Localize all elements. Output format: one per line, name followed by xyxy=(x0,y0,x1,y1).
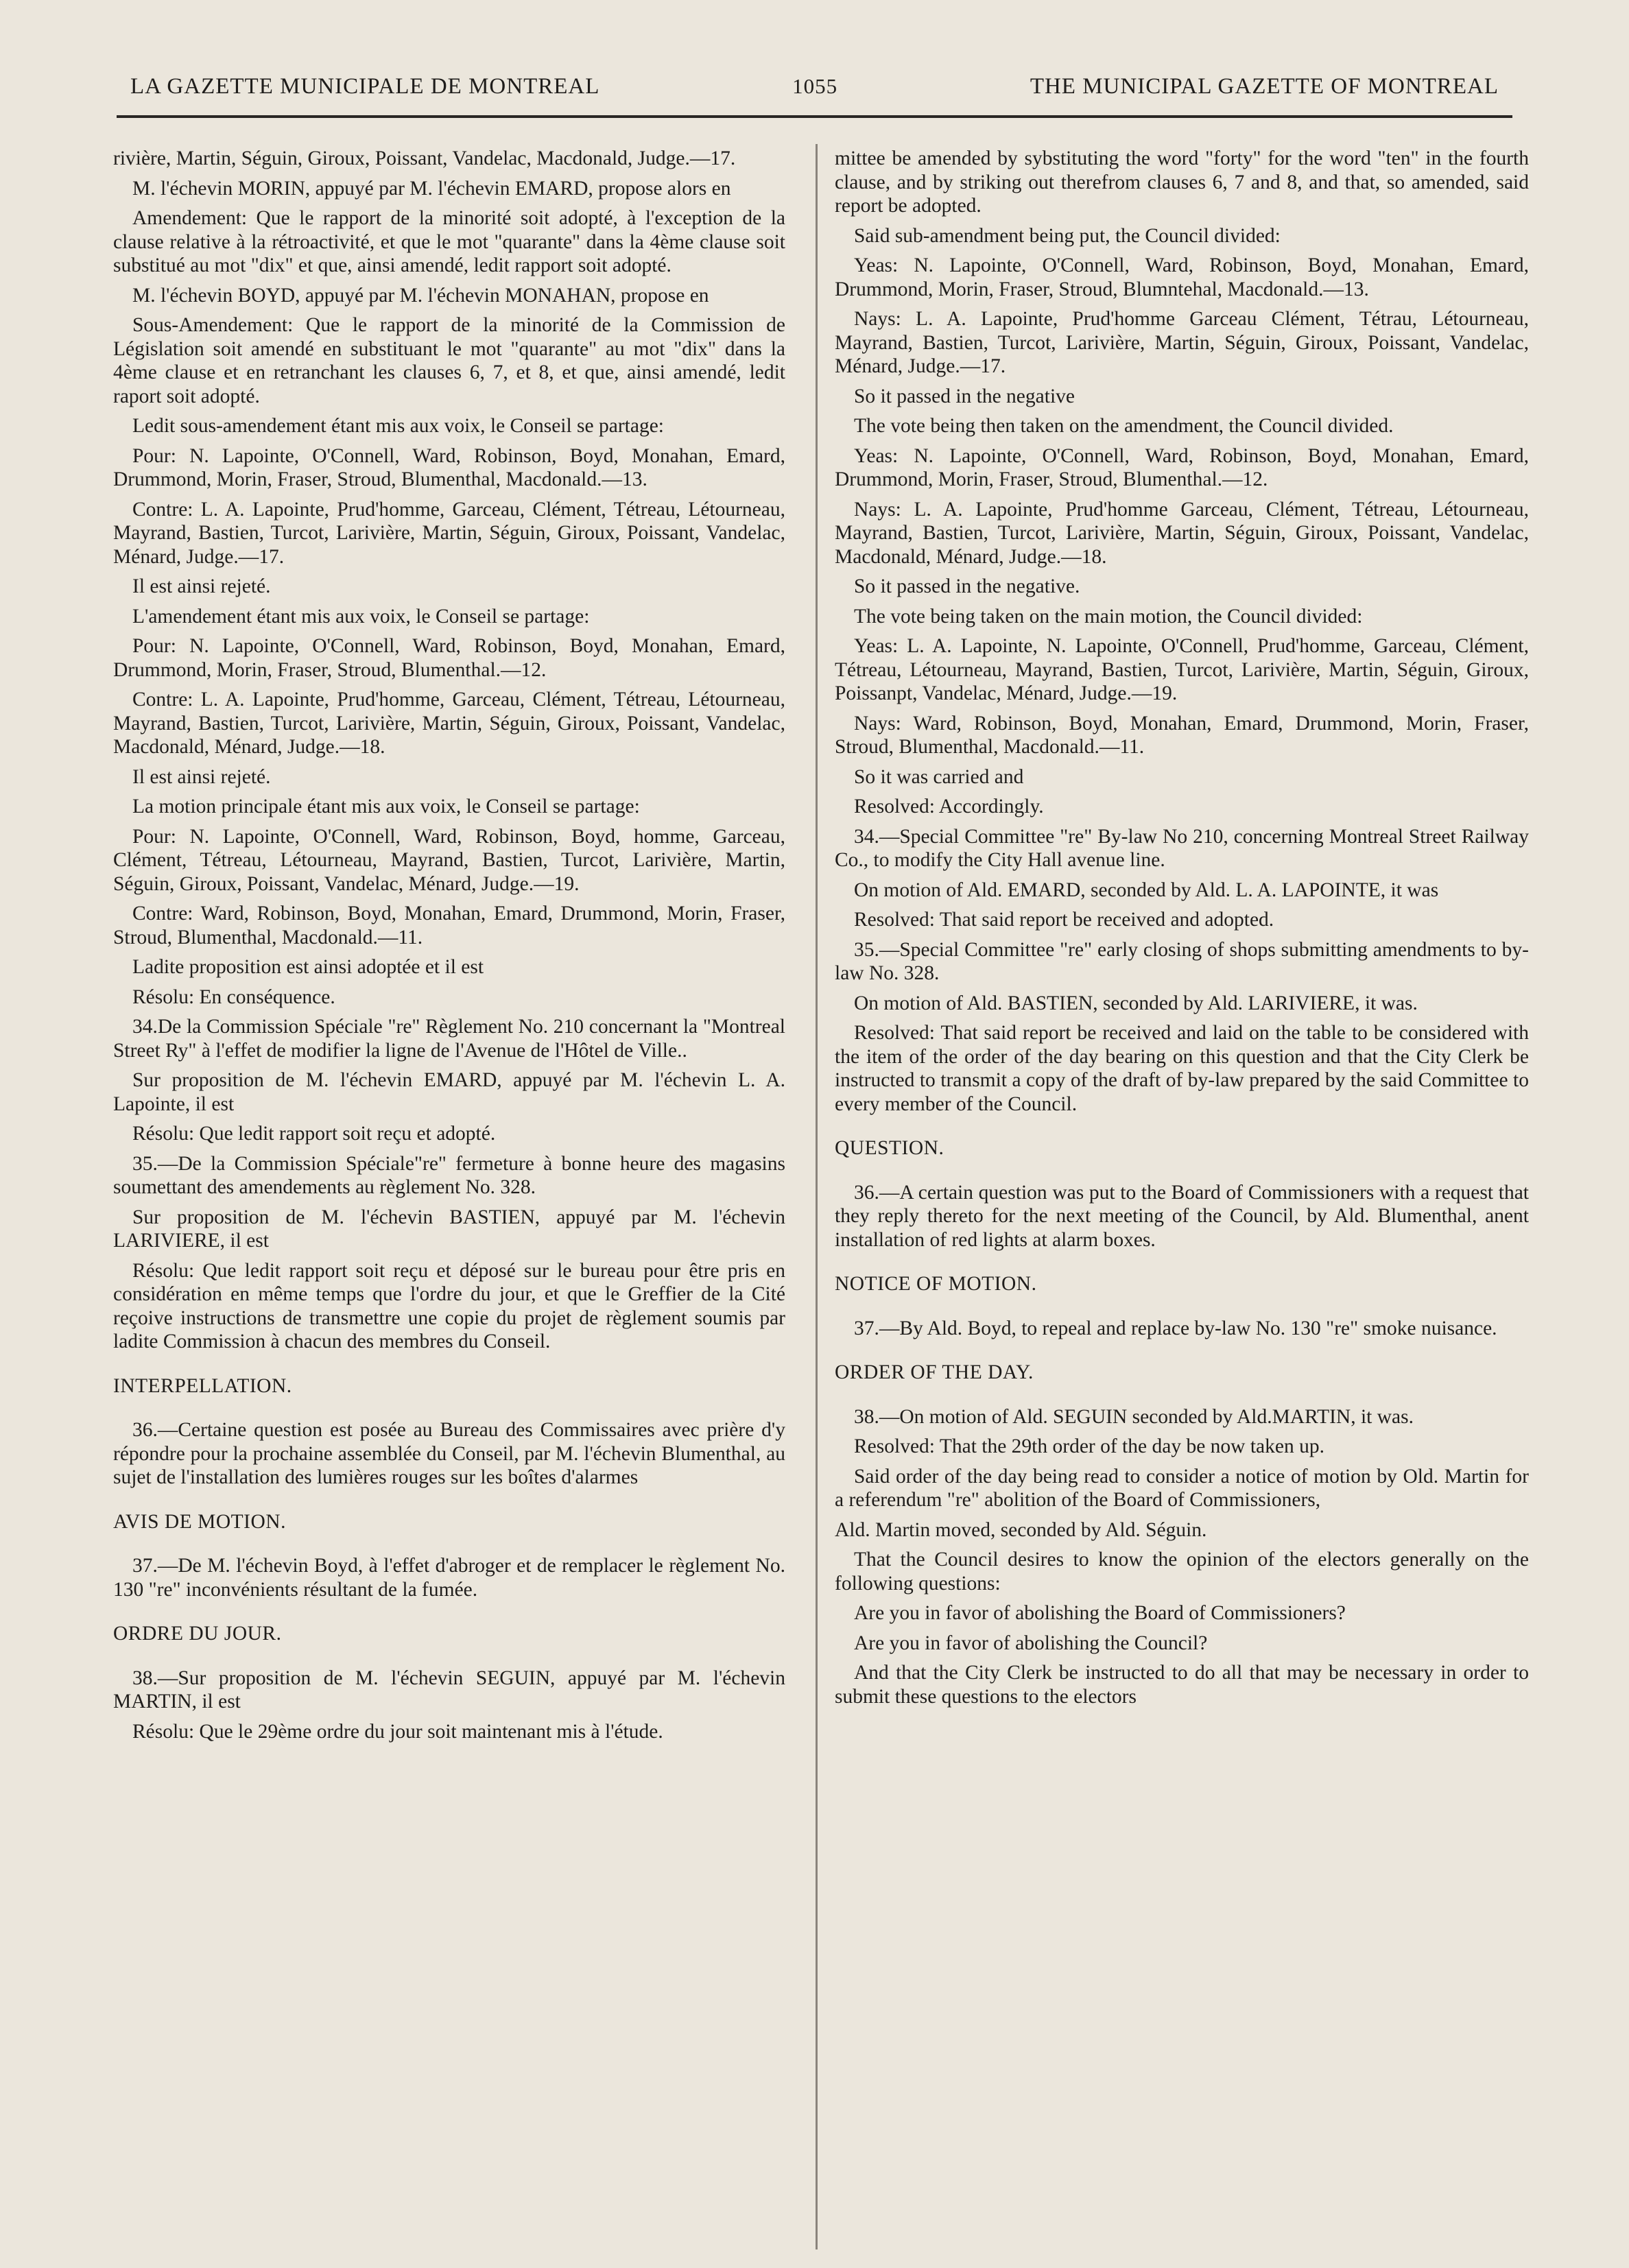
paragraph: Yeas: N. Lapointe, O'Connell, Ward, Robinson, Boyd, Monahan, Emard, Drummond, Morin, Fraser, Stroud, Blumenthal.—12. xyxy=(835,444,1529,490)
paragraph: On motion of Ald. BASTIEN, seconded by Ald. LARIVIERE, it was. xyxy=(854,992,1418,1014)
paragraph: That the Council desires to know the opinion of the electors generally on the following questions: xyxy=(835,1549,1529,1595)
paragraph: And that the City Clerk be instructed to do all that may be necessary in order to submit these questions to the electors xyxy=(835,1662,1529,1708)
english-column xyxy=(835,147,1529,2245)
paragraph: 36.—A certain question was put to the Board of Commissioners with a request that they reply thereto for the next meeting of the Council, by Ald. Blumenthal, anent installation of red lights at alarm boxes. xyxy=(835,1181,1529,1251)
paragraph: L'amendement étant mis aux voix, le Conseil se partage: xyxy=(132,605,590,628)
column-divider xyxy=(816,144,818,2249)
paragraph: Il est ainsi rejeté. xyxy=(132,575,271,597)
paragraph: Résolu: En conséquence. xyxy=(132,986,335,1008)
paragraph: M. l'échevin MORIN, appuyé par M. l'échevin EMARD, propose alors en xyxy=(132,177,731,200)
paragraph: 35.—De la Commission Spéciale"re" fermeture à bonne heure des magasins soumettant des amendements au règlement No. 328. xyxy=(113,1152,785,1198)
paragraph: Pour: N. Lapointe, O'Connell, Ward, Robinson, Boyd, homme, Garceau, Clément, Tétreau, Létourneau, Mayrand, Bastien, Turcot, Larivière, Martin, Séguin, Giroux, Poissant, Vandelac, Ménard, Judge.—19. xyxy=(113,825,785,895)
paragraph: 37.—De M. l'échevin Boyd, à l'effet d'abroger et de remplacer le règlement No. 130 "re" inconvénients résultant de la fumée. xyxy=(113,1555,785,1601)
paragraph: Ledit sous-amendement étant mis aux voix, le Conseil se partage: xyxy=(132,415,664,437)
paragraph: Resolved: That said report be received and laid on the table to be considered with the item of the order of the day bearing on this question and that the City Clerk be instructed to transmit a copy of the draft of by-law prepared by the said Committee to every member of the Council. xyxy=(835,1022,1529,1115)
paragraph: 38.—On motion of Ald. SEGUIN seconded by Ald.MARTIN, it was. xyxy=(854,1405,1414,1428)
paragraph: The vote being taken on the main motion, the Council divided: xyxy=(854,605,1363,628)
section-heading: INTERPELLATION. xyxy=(113,1374,292,1397)
paragraph: mittee be amended by sybstituting the word "forty" for the word "ten" in the fourth clause, and by striking out therefrom clauses 6, 7 and 8, and that, so amended, said report be adopted. xyxy=(835,147,1529,217)
french-column xyxy=(113,147,785,2245)
paragraph: So it passed in the negative xyxy=(854,385,1075,407)
paragraph: Yeas: N. Lapointe, O'Connell, Ward, Robinson, Boyd, Monahan, Emard, Drummond, Morin, Fraser, Stroud, Blumntehal, Macdonald.—13. xyxy=(835,254,1529,300)
paragraph: rivière, Martin, Séguin, Giroux, Poissant, Vandelac, Macdonald, Judge.—17. xyxy=(113,147,736,169)
paragraph: Pour: N. Lapointe, O'Connell, Ward, Robinson, Boyd, Monahan, Emard, Drummond, Morin, Fraser, Stroud, Blumenthal, Macdonald.—13. xyxy=(113,444,785,490)
section-heading: AVIS DE MOTION. xyxy=(113,1510,286,1533)
paragraph: The vote being then taken on the amendment, the Council divided. xyxy=(854,415,1394,437)
paragraph: Il est ainsi rejeté. xyxy=(132,765,271,788)
header-french-title: LA GAZETTE MUNICIPALE DE MONTREAL xyxy=(130,74,600,99)
paragraph: Nays: L. A. Lapointe, Prud'homme Garceau, Clément, Tétreau, Létourneau, Mayrand, Bastien, Turcot, Larivière, Martin, Séguin, Giroux, Poissant, Vandelac, Macdonald, Ménard, Judge.—18. xyxy=(835,498,1529,568)
paragraph: 37.—By Ald. Boyd, to repeal and replace by-law No. 130 "re" smoke nuisance. xyxy=(854,1317,1497,1339)
paragraph: Said sub-amendment being put, the Council divided: xyxy=(854,224,1281,247)
paragraph: La motion principale étant mis aux voix, le Conseil se partage: xyxy=(132,796,640,817)
paragraph: So it was carried and xyxy=(854,765,1024,788)
paragraph: Are you in favor of abolishing the Council? xyxy=(854,1632,1208,1654)
paragraph: Pour: N. Lapointe, O'Connell, Ward, Robinson, Boyd, Monahan, Emard, Drummond, Morin, Fraser, Stroud, Blumenthal.—12. xyxy=(113,635,785,681)
page-number: 1055 xyxy=(792,74,838,98)
paragraph: 36.—Certaine question est posée au Bureau des Commissaires avec prière d'y répondre pour la prochaine assemblée du Conseil, par M. l'échevin Blumenthal, au sujet de l'installation des lumières rouges sur les boîtes d'alarmes xyxy=(113,1419,785,1488)
section-heading: QUESTION. xyxy=(835,1137,944,1159)
header-english-title: THE MUNICIPAL GAZETTE OF MONTREAL xyxy=(1030,74,1499,99)
section-heading: ORDRE DU JOUR. xyxy=(113,1623,282,1645)
paragraph: Nays: Ward, Robinson, Boyd, Monahan, Emard, Drummond, Morin, Fraser, Stroud, Blumenthal, Macdonald.—11. xyxy=(835,712,1529,758)
paragraph: Résolu: Que le 29ème ordre du jour soit maintenant mis à l'étude. xyxy=(132,1720,663,1743)
paragraph: Nays: L. A. Lapointe, Prud'homme Garceau Clément, Tétrau, Létourneau, Mayrand, Bastien, Turcot, Larivière, Martin, Séguin, Giroux, Poissant, Vandelac, Ménard, Judge.—17. xyxy=(835,308,1529,377)
paragraph: Sur proposition de M. l'échevin EMARD, appuyé par M. l'échevin L. A. Lapointe, il est xyxy=(113,1069,785,1115)
paragraph: Yeas: L. A. Lapointe, N. Lapointe, O'Connell, Prud'homme, Garceau, Clément, Tétreau, Létourneau, Mayrand, Bastien, Turcot, Larivière, Martin, Séguin, Giroux, Poissanpt, Vandelac, Ménard, Judge.—19. xyxy=(835,635,1529,704)
paragraph: 38.—Sur proposition de M. l'échevin SEGUIN, appuyé par M. l'échevin MARTIN, il est xyxy=(113,1667,785,1712)
paragraph: Resolved: That said report be received and adopted. xyxy=(854,909,1274,931)
paragraph: Said order of the day being read to consider a notice of motion by Old. Martin for a referendum "re" abolition of the Board of Commissioners, xyxy=(835,1465,1529,1511)
paragraph: Contre: Ward, Robinson, Boyd, Monahan, Emard, Drummond, Morin, Fraser, Stroud, Blumenthal, Macdonald.—11. xyxy=(113,903,785,948)
section-heading: NOTICE OF MOTION. xyxy=(835,1273,1037,1295)
page-header xyxy=(130,74,1499,107)
paragraph: 34.—Special Committee "re" By-law No 210, concerning Montreal Street Railway Co., to modify the City Hall avenue line. xyxy=(835,825,1529,871)
section-heading: ORDER OF THE DAY. xyxy=(835,1361,1034,1383)
paragraph: Sous-Amendement: Que le rapport de la minorité de la Commission de Législation soit amendé en substituant le mot "quarante" au mot "dix" dans la 4ème clause et en retranchant les clauses 6, 7, et 8, et que, ainsi amendé, ledit raport soit adopté. xyxy=(113,314,785,407)
paragraph: Contre: L. A. Lapointe, Prud'homme, Garceau, Clément, Tétreau, Létourneau, Mayrand, Bastien, Turcot, Larivière, Martin, Séguin, Giroux, Poissant, Vandelac, Ménard, Judge.—17. xyxy=(113,498,785,568)
paragraph: Résolu: Que ledit rapport soit reçu et adopté. xyxy=(132,1123,496,1145)
paragraph: So it passed in the negative. xyxy=(854,575,1080,597)
paragraph: Ladite proposition est ainsi adoptée et il est xyxy=(132,956,484,978)
header-rule xyxy=(117,115,1512,118)
paragraph: Resolved: That the 29th order of the day be now taken up. xyxy=(854,1435,1324,1457)
paragraph: Are you in favor of abolishing the Board of Commissioners? xyxy=(854,1602,1346,1624)
paragraph: On motion of Ald. EMARD, seconded by Ald. L. A. LAPOINTE, it was xyxy=(854,879,1439,901)
paragraph: Sur proposition de M. l'échevin BASTIEN, appuyé par M. l'échevin LARIVIERE, il est xyxy=(113,1206,785,1252)
paragraph: 35.—Special Committee "re" early closing of shops submitting amendments to by-law No. 328. xyxy=(835,938,1529,984)
paragraph: Résolu: Que ledit rapport soit reçu et déposé sur le bureau pour être pris en considération en même temps que l'ordre du jour, et que le Greffier de la Cité reçoive instructions de transmettre une copie du projet de règlement soumis par ladite Commission à chacun des membres du Conseil. xyxy=(113,1259,785,1352)
paragraph: Ald. Martin moved, seconded by Ald. Séguin. xyxy=(835,1518,1207,1541)
paragraph: Resolved: Accordingly. xyxy=(854,796,1044,817)
paragraph: M. l'échevin BOYD, appuyé par M. l'échevin MONAHAN, propose en xyxy=(132,284,709,307)
paragraph: Contre: L. A. Lapointe, Prud'homme, Garceau, Clément, Tétreau, Létourneau, Mayrand, Bastien, Turcot, Larivière, Martin, Séguin, Giroux, Poissant, Vandelac, Macdonald, Ménard, Judge.—18. xyxy=(113,689,785,758)
paragraph: Amendement: Que le rapport de la minorité soit adopté, à l'exception de la clause relative à la rétroactivité, et que le mot "quarante" dans la 4ème clause soit substitué au mot "dix" et que, ainsi amendé, ledit rapport soit adopté. xyxy=(113,207,785,276)
paragraph: 34.De la Commission Spéciale "re" Règlement No. 210 concernant la "Montreal Street Ry" à l'effet de modifier la ligne de l'Avenue de l'Hôtel de Ville.. xyxy=(113,1016,785,1062)
